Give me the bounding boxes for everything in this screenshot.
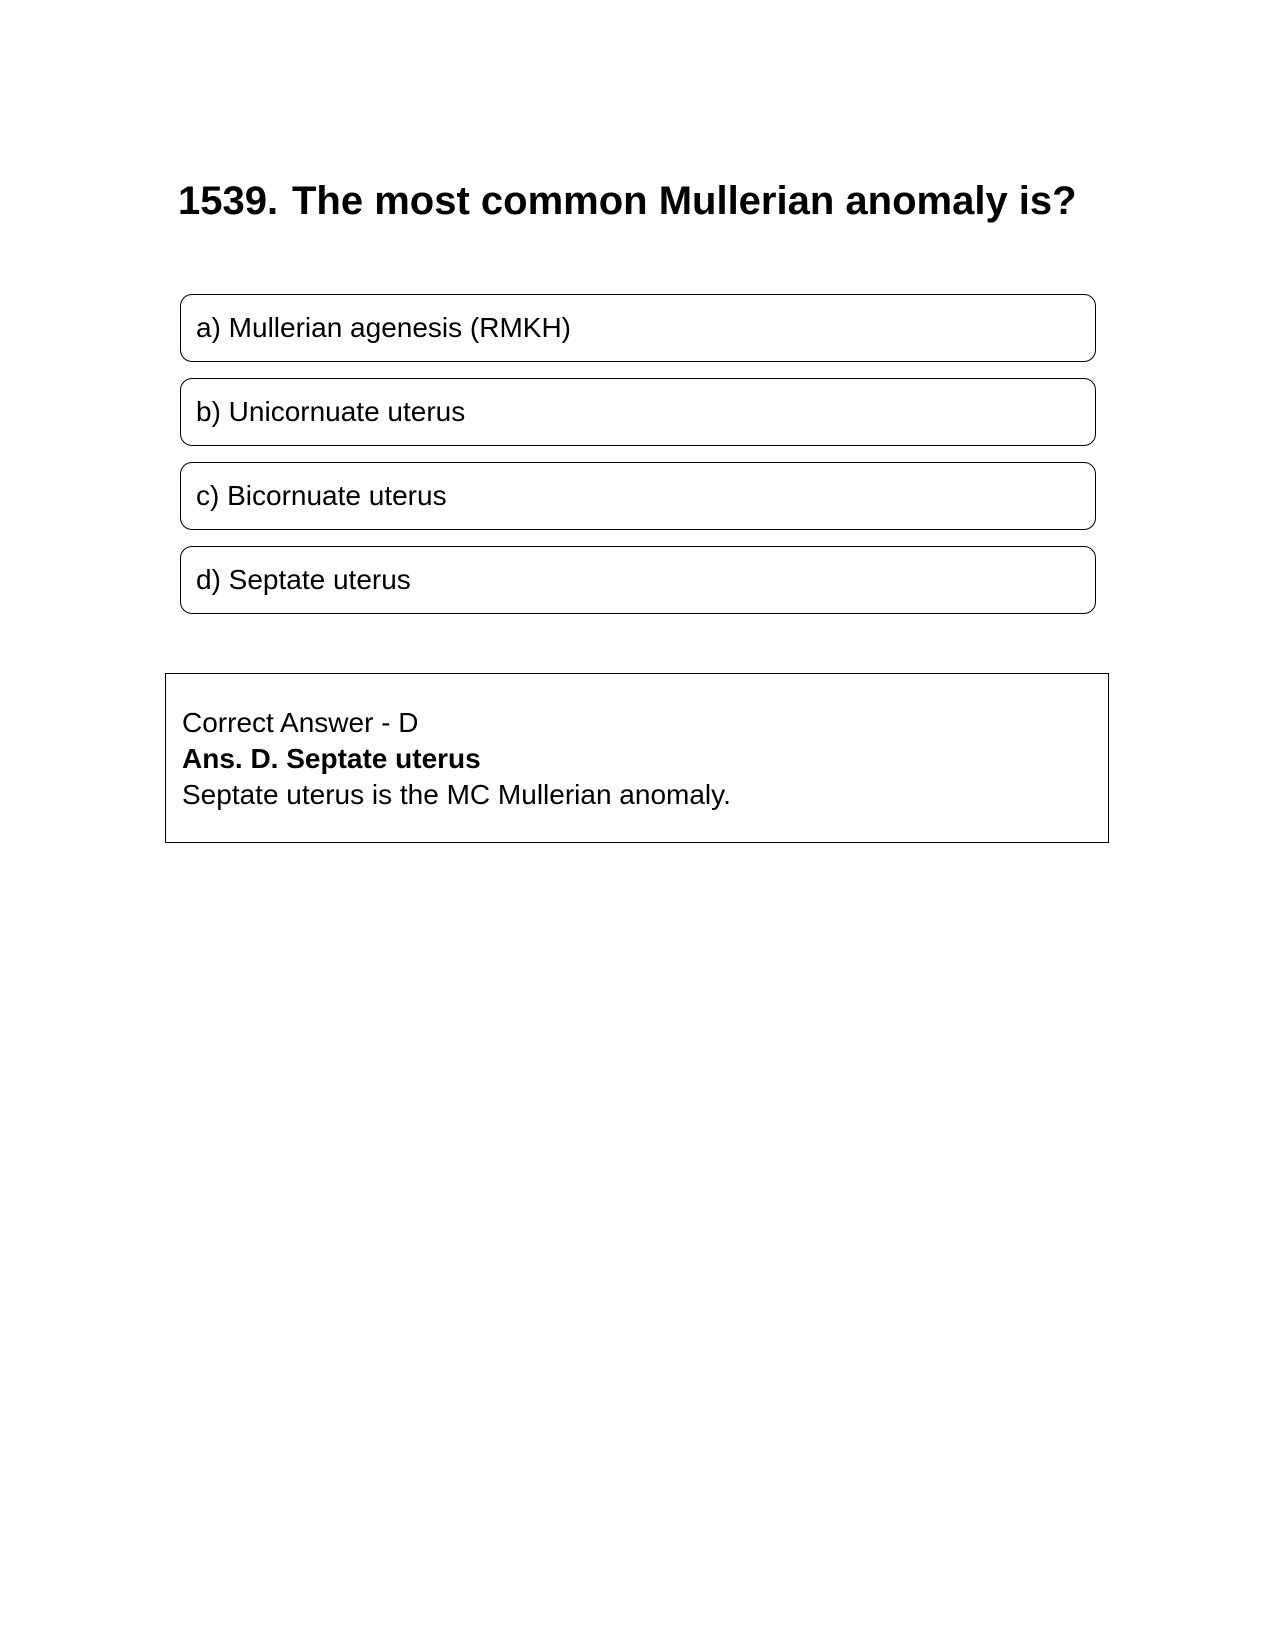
option-a[interactable] [180, 294, 1096, 362]
options-list [180, 294, 1096, 630]
option-c-label: c) Bicornuate uterus [196, 480, 447, 511]
question-text: The most common Mullerian anomaly is? [292, 179, 1077, 223]
question-number: 1539. [178, 179, 279, 223]
correct-answer: Correct Answer - D [182, 707, 419, 738]
answer-box [165, 673, 1109, 843]
answer-heading: Ans. D. Septate uterus [182, 743, 481, 774]
answer-explanation: Septate uterus is the MC Mullerian anomaly. [182, 779, 731, 810]
question-heading [178, 176, 1078, 226]
option-d[interactable] [180, 546, 1096, 614]
option-b-label: b) Unicornuate uterus [196, 396, 466, 427]
option-b[interactable] [180, 378, 1096, 446]
option-c[interactable] [180, 462, 1096, 530]
option-a-label: a) Mullerian agenesis (RMKH) [196, 312, 572, 343]
option-d-label: d) Septate uterus [196, 564, 411, 595]
